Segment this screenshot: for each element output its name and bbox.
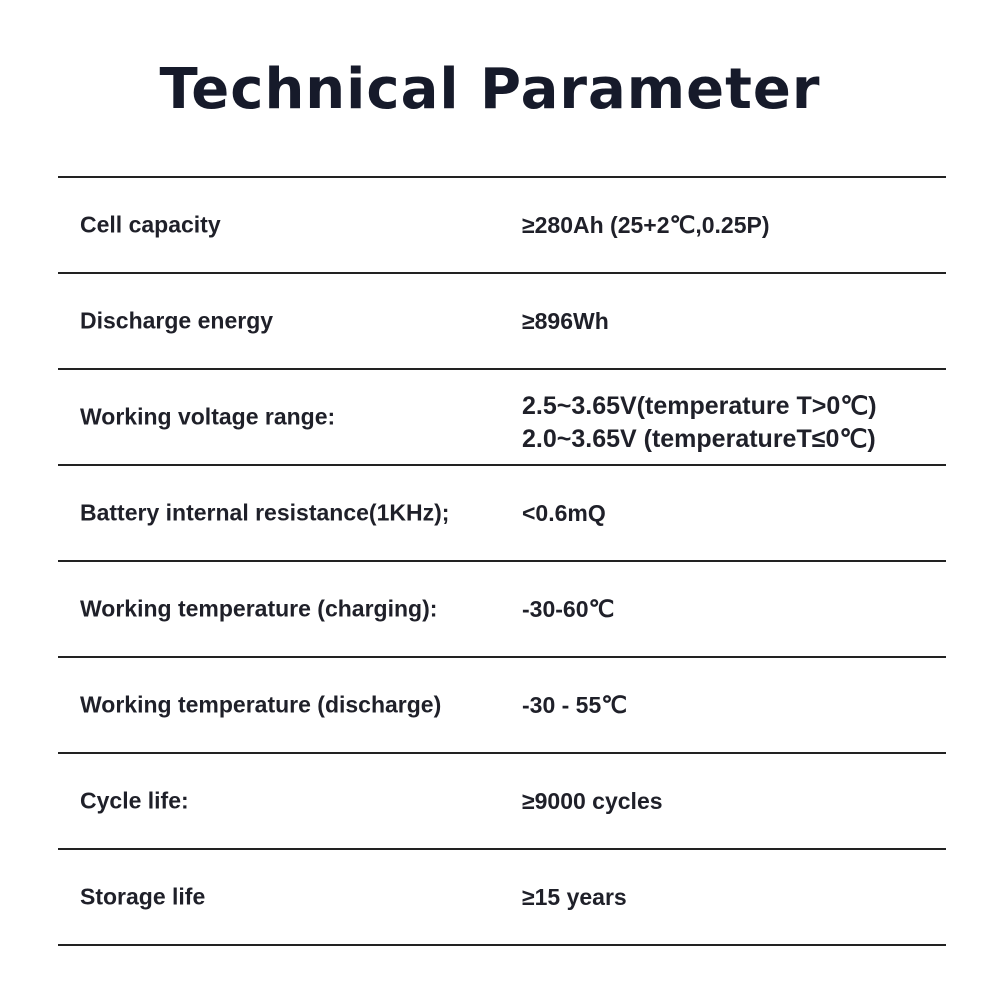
row-value <box>522 212 770 238</box>
row-label: Working temperature (discharge) <box>80 691 442 718</box>
row-value-line: 2.5~3.65V(temperature T>0℃) <box>522 392 877 420</box>
row-label: Working temperature (charging): <box>80 595 438 622</box>
row-value <box>522 788 663 814</box>
table-row <box>58 178 946 274</box>
row-label: Cycle life: <box>80 787 189 814</box>
row-value <box>522 390 877 456</box>
row-label: Battery internal resistance(1KHz); <box>80 499 450 526</box>
table-row <box>58 658 946 754</box>
row-value-line: ≥9000 cycles <box>522 788 663 814</box>
row-value <box>522 692 627 718</box>
row-value-line: -30-60℃ <box>522 596 615 622</box>
table-row <box>58 274 946 370</box>
page-title: Technical Parameter <box>159 57 821 122</box>
row-label: Discharge energy <box>80 307 274 334</box>
table-row <box>58 562 946 658</box>
parameter-table <box>58 176 946 946</box>
row-value <box>522 596 614 622</box>
row-value <box>522 500 606 526</box>
row-value-line: ≥280Ah (25+2℃,0.25P) <box>522 212 770 238</box>
table-row <box>58 850 946 946</box>
row-label: Storage life <box>80 883 206 910</box>
row-value-line: ≥15 years <box>522 884 627 910</box>
table-row <box>58 466 946 562</box>
table-row <box>58 370 946 466</box>
row-value <box>522 884 627 910</box>
row-label: Cell capacity <box>80 211 221 238</box>
table-row <box>58 754 946 850</box>
row-value-line: 2.0~3.65V (temperatureT≤0℃) <box>522 425 876 453</box>
row-value-line: ≥896Wh <box>522 308 609 334</box>
row-value-line: -30 - 55℃ <box>522 692 628 718</box>
row-value <box>522 308 609 334</box>
row-value-line: <0.6mQ <box>522 500 606 526</box>
row-label: Working voltage range: <box>80 403 336 430</box>
